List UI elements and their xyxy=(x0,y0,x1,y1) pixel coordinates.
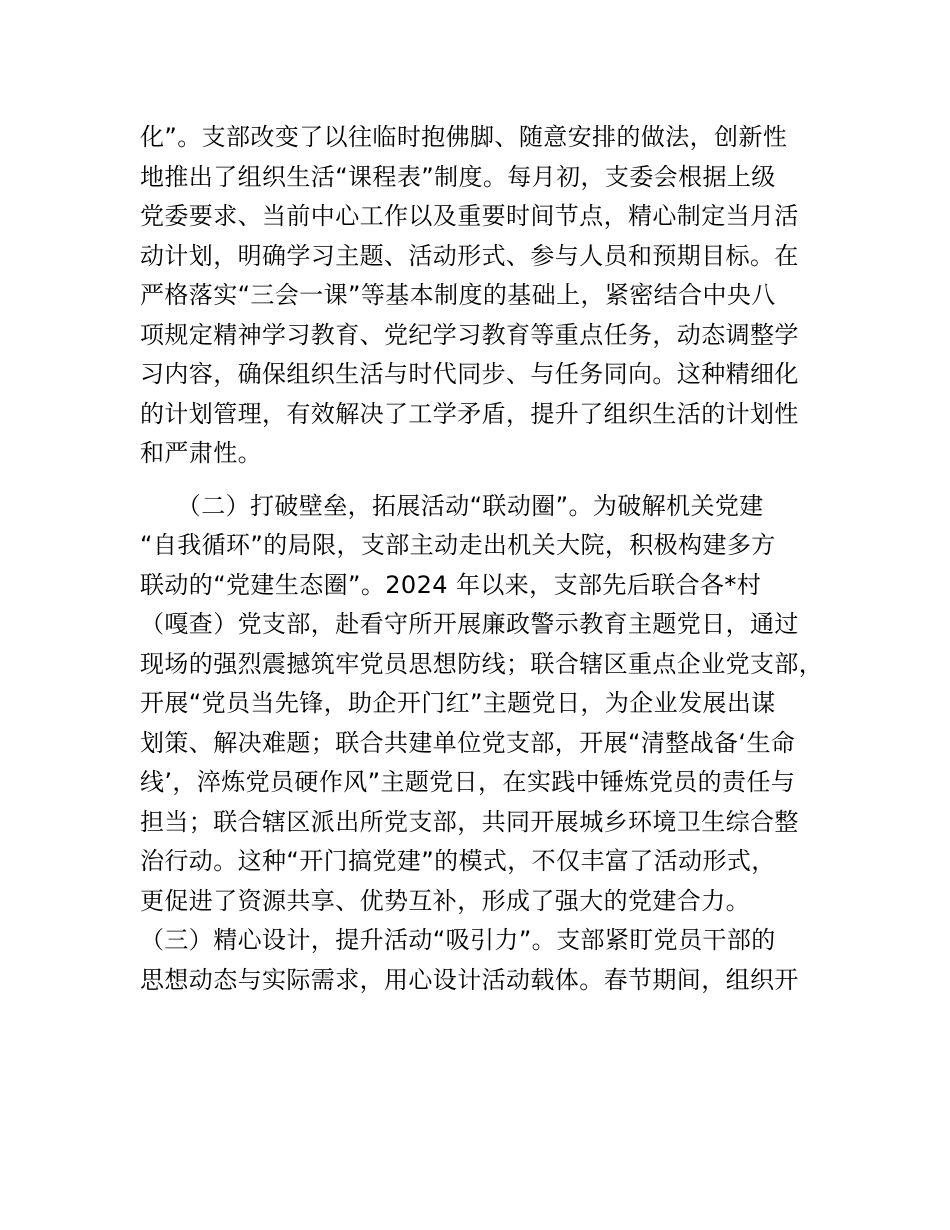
text-line: 化”。支部改变了以往临时抱佛脚、随意安排的做法，创新性 xyxy=(140,123,788,151)
text-line: 治行动。这种“开门搞党建”的模式，不仅丰富了活动形式， xyxy=(140,847,776,875)
paragraph-gap xyxy=(140,474,840,487)
text-line: （三）精心设计，提升活动“吸引力”。支部紧盯党员干部的 xyxy=(140,926,776,954)
text-line: 开展“党员当先锋，助企开门红”主题党日，为企业发展出谋 xyxy=(140,689,776,717)
text-line: 项规定精神学习教育、党纪学习教育等重点任务，动态调整学 xyxy=(140,320,799,349)
paragraph-schedule xyxy=(140,118,840,474)
paragraph-linkage xyxy=(140,487,840,1001)
text-line: 和严肃性。 xyxy=(140,439,262,467)
text-line: 线’，淬炼党员硬作风”主题党日，在实践中锤炼党员的责任与 xyxy=(140,768,796,796)
text-line: 思想动态与实际需求，用心设计活动载体。春节期间，组织开 xyxy=(140,965,799,994)
text-line: 划策、解决难题；联合共建单位党支部，开展“清整战备‘生命 xyxy=(140,728,796,757)
text-line: 习内容，确保组织生活与时代同步、与任务同向。这种精细化 xyxy=(140,360,799,388)
text-line: 担当；联合辖区派出所党支部，共同开展城乡环境卫生综合整 xyxy=(140,807,799,836)
text-line: “自我循环”的局限，支部主动走出机关大院，积极构建多方 xyxy=(140,531,776,559)
text-line: 现场的强烈震撼筑牢党员思想防线；联合辖区重点企业党支部， xyxy=(140,649,824,678)
text-line: 党委要求、当前中心工作以及重要时间节点，精心制定当月活 xyxy=(140,202,799,230)
text-line: 更促进了资源共享、优势互补，形成了强大的党建合力。 xyxy=(140,886,750,915)
text-line: （二）打破壁垒，拓展活动“联动圈”。为破解机关党建 xyxy=(140,491,764,520)
text-line: 联动的“党建生态圈”。2024 年以来，支部先后联合各*村 xyxy=(140,570,762,599)
text-line: 动计划，明确学习主题、活动形式、参与人员和预期目标。在 xyxy=(140,241,799,270)
text-line: （嘎查）党支部，赴看守所开展廉政警示教育主题党日，通过 xyxy=(140,610,799,638)
text-line: 的计划管理，有效解决了工学矛盾，提升了组织生活的计划性 xyxy=(140,399,799,428)
text-line: 地推出了组织生活“课程表”制度。每月初，支委会根据上级 xyxy=(140,162,776,191)
body-text xyxy=(140,118,840,1000)
text-line: 严格落实“三会一课”等基本制度的基础上，紧密结合中央八 xyxy=(140,281,776,309)
